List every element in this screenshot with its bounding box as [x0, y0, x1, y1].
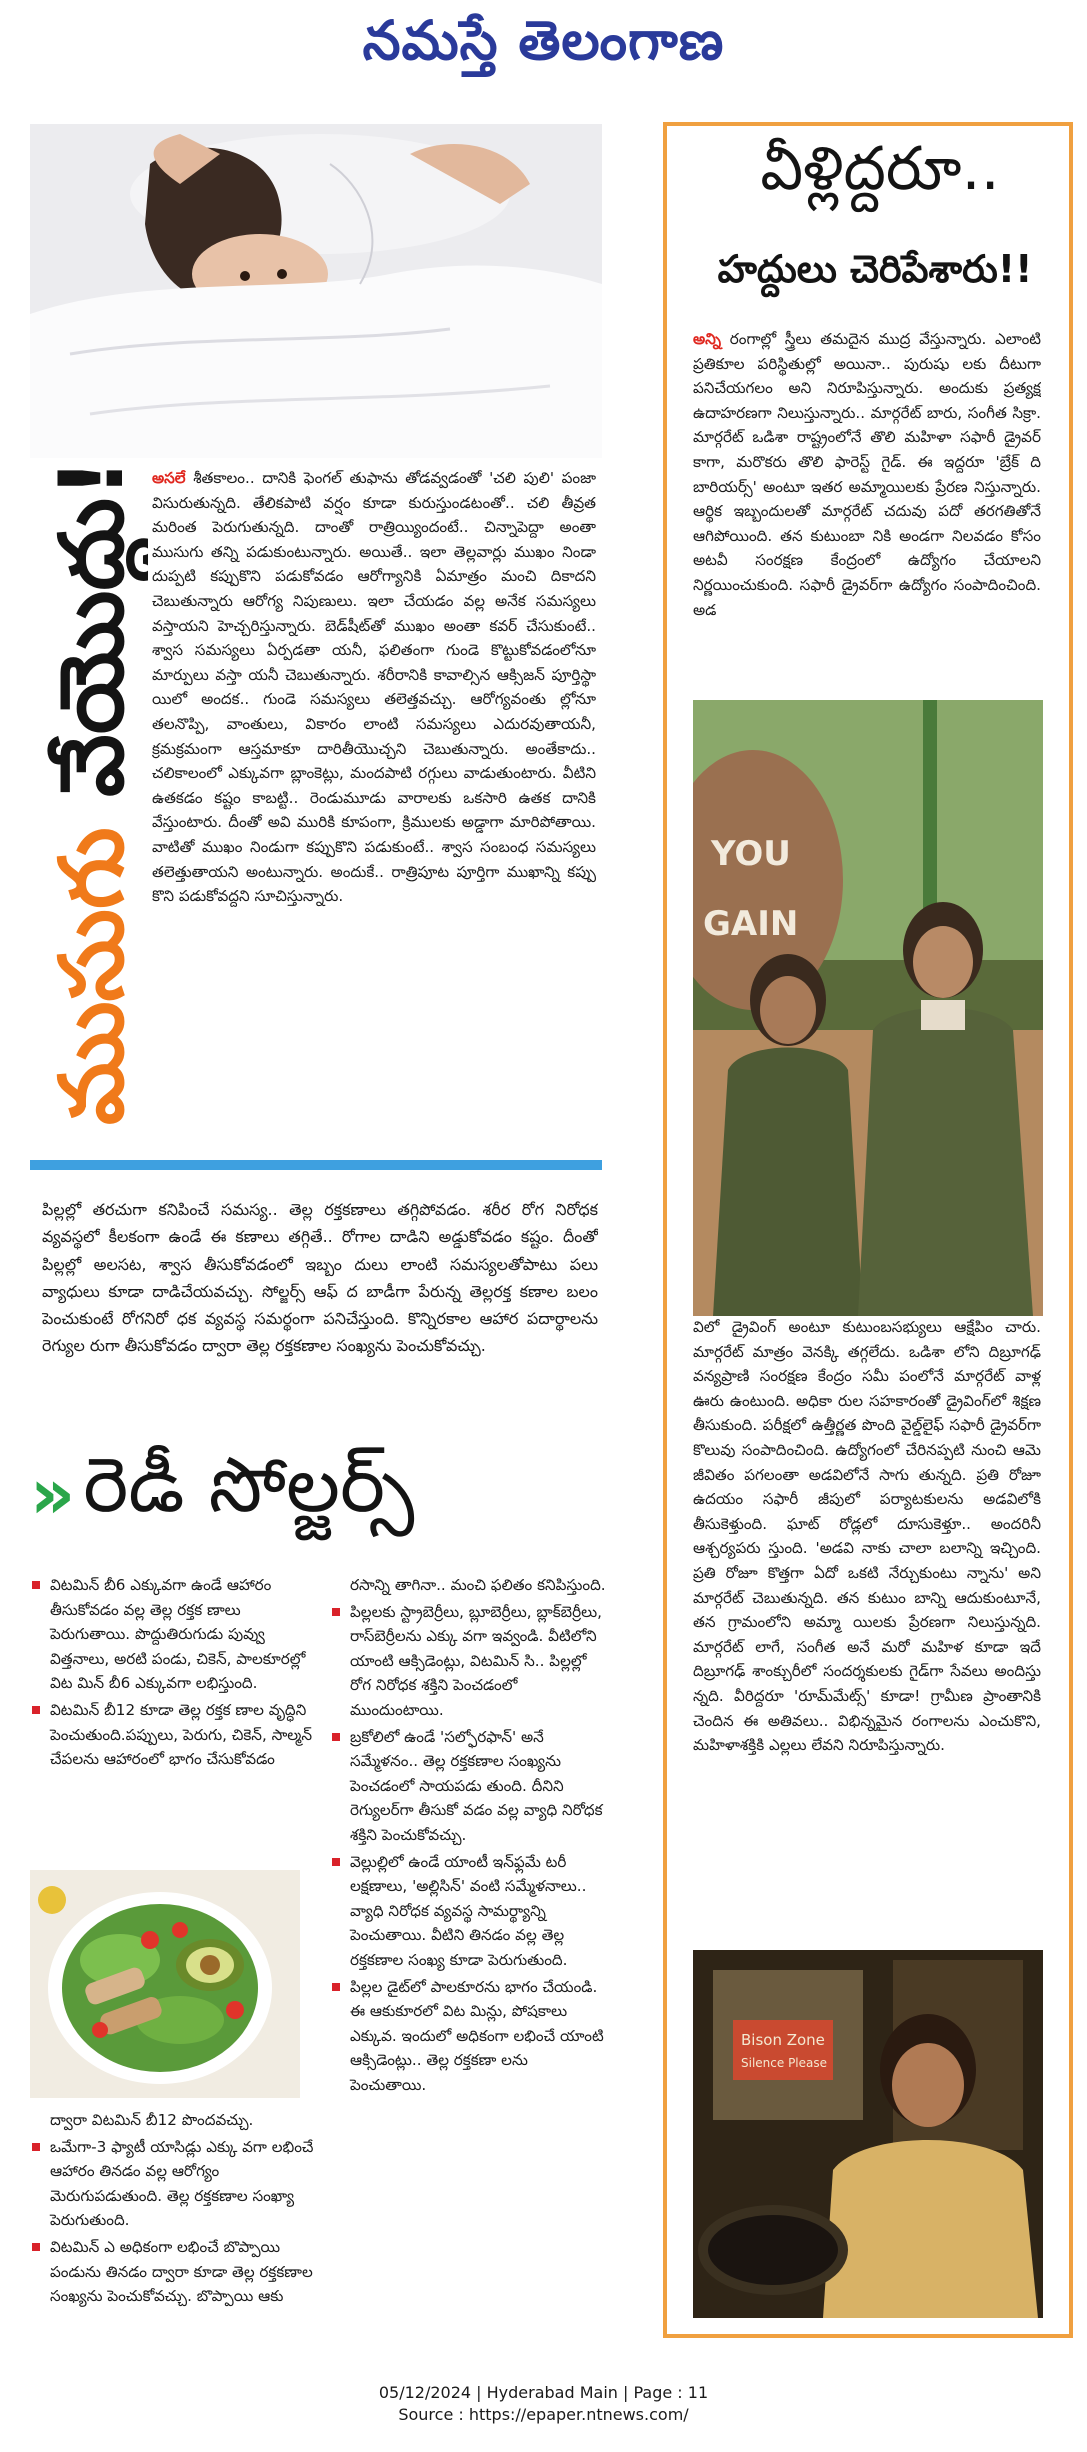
list-item: విటమిన్ బీ12 కూడా తెల్ల రక్తక ణాల వృద్ధిని పెంచుతుంది.పప్పులు, పెరుగు, చికెన్, సాల్మన్ చేపలను ఆహారంలో భాగం చేసుకోవడం: [30, 1698, 316, 1772]
footer-date-edition: 05/12/2024 | Hyderabad Main | Page : 11: [378, 2383, 709, 2402]
list-item: విటమిన్ బీ6 ఎక్కువగా ఉండే ఆహారం తీసుకోవడం వల్ల తెల్ల రక్తక ణాలు పెరుగుతాయి. పొద్దుతిరుగుడు పువ్వు విత్తనాలు, అరటి పండు, చికెన్, పాలకూరల్లో విట మిన్ బీ6 ఎక్కువగా లభిస్తుంది.: [30, 1573, 316, 1696]
masthead: [0, 8, 1087, 78]
right-article-body-1: [693, 327, 1041, 701]
right-article-body-2: విలో డ్రైవింగ్ అంటూ కుటుంబసభ్యులు ఆక్షేపిం చారు. మార్గరేట్ మాత్రం వెనక్కి తగ్గలేదు. ఒడిశా లోని దిబ్రూగఢ్ వన్యప్రాణి సంరక్షణ కేంద్రం సమీ పంలోనే మార్గరేట్ వాళ్ల ఊరు ఉంటుంది. అధికా రుల సహకారంతో డ్రైవింగ్‌లో శిక్షణ తీసుకుంది. పరీక్షలో ఉత్తీర్ణత పొంది వైల్డ్‌లైఫ్ సఫారీ డ్రైవర్‌గా కొలువు సంపాదించింది. ఉద్యోగంలో చేరినప్పటి నుంచి ఆమె జీవితం పగలంతా అడవిలోనే సాగు తున్నది. ప్రతి రోజూ ఉదయం సఫారీ జీపులో పర్యాటకులను అడవిలోకి తీసుకెళ్తుంది. ఘాట్ రోడ్లలో దూసుకెళ్తూ.. అందరినీ ఆశ్చర్యపరు స్తుంది. 'అడవి నాకు చాలా బలాన్ని ఇచ్చింది. ప్రతి రోజూ కొత్తగా ఏదో ఒకటి నేర్చుకుంటు న్నాను' అని మార్గరేట్ చెబుతున్నది. తన కుటుం బాన్ని ఆదుకుంటూనే, తన గ్రామంలోని అమ్మా యిలకు ప్రేరణగా నిలుస్తున్నది. మార్గరేట్ లాగే, సంగీత అనే మరో మహిళ కూడా ఇదే దిబ్రూగఢ్ శాంక్చురీలో సందర్శకులకు గైడ్‌గా సేవలు అందిస్తు న్నది. వీరిద్దరూ 'రూమ్‌మేట్స్' కూడా! గ్రామీణ ప్రాంతానికి చెందిన ఈ అతివలు.. విభిన్నమైన రంగాలను ఎంచుకొని, మహిళాశక్తికి ఎల్లలు లేవని నిరూపిస్తున్నారు.: [693, 1318, 1041, 1755]
list-item-continuation: రసాన్ని తాగినా.. మంచి ఫలితం కనిపిస్తుంది.: [350, 1576, 606, 1594]
salad-illustration: [30, 1870, 300, 2098]
photo2-sign-text-1: YOU: [711, 834, 791, 874]
page-footer: [0, 2382, 1087, 2426]
list-item: పిల్లల డైట్‌లో పాలకూరను భాగం చేయండి. ఈ ఆకుకూరలో విట మిన్లు, పోషకాలు ఎక్కువ. ఇందులో అధికంగా లభించే యాంటి ఆక్సిడెంట్లు.. తెల్ల రక్తకణా లను పెంచుతాయి.: [330, 1975, 606, 2098]
sub-article-heading: [30, 1440, 630, 1540]
footer-source: Source : https://epaper.ntnews.com/: [398, 2405, 689, 2424]
bullet-list-col1-bottom: [30, 2108, 320, 2350]
lead-article-body: [152, 466, 596, 1131]
right-article-title: వీళ్లిద్దరూ..: [760, 134, 1000, 204]
list-item: విటమిన్ ఎ అధికంగా లభించే బొప్పాయి పండును తినడం ద్వారా కూడా తెల్ల రక్తకణాల సంఖ్యను పెంచుకోవచ్చు. బొప్పాయి ఆకు: [30, 2235, 320, 2309]
salad-photo: [30, 1870, 300, 2098]
hero-photo-illustration: [30, 124, 602, 458]
photo3-sign-text-1: Bison Zone: [741, 2031, 825, 2049]
right-dropcap: అన్ని: [693, 330, 721, 348]
vertical-title-part1: ముసుగు: [40, 827, 143, 1125]
photo-two-women-forest: [693, 700, 1043, 1316]
list-item-continuation: ద్వారా విటమిన్ బీ12 పొందవచ్చు.: [50, 2111, 254, 2129]
section-divider: [30, 1160, 602, 1170]
masthead-title: నమస్తే తెలంగాణ: [362, 8, 725, 72]
lead-body-text: శీతకాలం.. దానికి ఫెంగల్ తుఫాను తోడవ్వడంతో 'చలి పులి' పంజా విసురుతున్నది. తేలికపాటి వర్షం కూడా కురుస్తుండటంతో.. చలి తీవ్రత మరింత పెరుగుతున్నది. దాంతో రాత్రియ్యిందంటే.. చిన్నాపెద్దా అంతా ముసుగు తన్ని పడుకుంటున్నారు. అయితే.. ఇలా తెల్లవార్లు ముఖం నిండా దుప్పటి కప్పుకొని పడుకోవడం ఆరోగ్యానికి ఏమాత్రం మంచి దికాదని చెబుతున్నారు ఆరోగ్య నిపుణులు. ఇలా చేయడం వల్ల అనేక సమస్యలు వస్తాయని హెచ్చరిస్తున్నారు. బెడ్‌షీట్‌తో ముఖం అంతా కవర్ చేసుకుంటే.. శ్వాస సమస్యలు ఏర్పడతా యనీ, ఫలితంగా గుండె కొట్టుకోవడంలోనూ మార్పులు వస్తా యనీ చెబుతున్నారు. శరీరానికి కావాల్సిన ఆక్సిజన్ పూర్తిస్థా యిలో అందక.. గుండె సమస్యలు తలెత్తవచ్చు. ఆరోగ్యవంతు ల్లోనూ తలనొప్పి, వాంతులు, వికారం లాంటి సమస్యలు ఎదురవుతాయనీ, క్రమక్రమంగా ఆస్తమాకూ దారితీయొచ్చని చెబుతున్నారు. అంతేకాదు.. చలికాలంలో ఎక్కువగా బ్లాంకెట్లు, మందపాటి రగ్గులు వాడుతుంటారు. వీటిని ఉతకడం కష్టం కాబట్టి.. రెండుమూడు వారాలకు ఒకసారి ఉతక దానికి వేస్తుంటారు. దీంతో అవి మురికి కూపంగా, క్రిములకు అడ్డాగా మారిపోతాయి. వాటితో ముఖం నిండుగా కప్పుకొని పడుకుంటే.. శ్వాస సంబంధ సమస్యలు తలెత్తుతాయని అంటున్నారు. అందుకే.. రాత్రిపూట పూర్తిగా ముఖాన్ని కప్పు కొని పడుకోవద్దని సూచిస్తున్నారు.: [152, 469, 596, 906]
vertical-title: [36, 445, 148, 1125]
chevron-icon: »: [30, 1453, 64, 1535]
list-item: పిల్లలకు స్ట్రాబెర్రీలు, బ్లూబెర్రీలు, బ్లాక్‌బెర్రీలు, రాస్‌బెర్రీలను ఎక్కు వగా ఇవ్వండి. వీటిలోని యాంటి ఆక్సిడెంట్లు, విటమిన్ సి.. పిల్లల్లో రోగ నిరోధక శక్తిని పెంచడంలో ముందుంటాయి.: [330, 1600, 606, 1723]
list-item: వెల్లుల్లిలో ఉండే యాంటీ ఇన్‌ఫ్లమే టరీ లక్షణాలు, 'అల్లిసిన్' వంటి సమ్మేళనాలు.. వ్యాధి నిరోధక వ్యవస్థ సామర్థ్యాన్ని పెంచుతాయి. వీటిని తినడం వల్ల తెల్ల రక్తకణాల సంఖ్య కూడా పెరుగుతుంది.: [330, 1850, 606, 1973]
bullet-list-col2: [330, 1573, 606, 2353]
right-article-frame-edge: [1069, 122, 1073, 2338]
photo-woman-driving-jeep: [693, 1950, 1043, 2318]
list-item: ఒమేగా-3 ఫ్యాటీ యాసిడ్లు ఎక్కు వగా లభించే ఆహారం తినడం వల్ల ఆరోగ్యం మెరుగుపడుతుంది. తెల్ల రక్తకణాల సంఖ్యా పెరుగుతుంది.: [30, 2135, 320, 2233]
vertical-title-text: [36, 445, 148, 1125]
vertical-title-part2: వేయొద్దు!: [40, 457, 143, 828]
right-article-subtitle: హద్దులు చెరిపేశారు!!: [717, 247, 1033, 291]
photo3-sign-text-2: Silence Please: [741, 2056, 828, 2070]
photo-driver-illustration: [693, 1950, 1043, 2318]
list-item: బ్రకోలిలో ఉండే 'సల్ఫోరఫాన్' అనే సమ్మేళనం.. తెల్ల రక్తకణాల సంఖ్యను పెంచడంలో సాయపడు తుంది. దీనిని రెగ్యులర్‌గా తీసుకో వడం వల్ల వ్యాధి నిరోధక శక్తిని పెంచుకోవచ్చు.: [330, 1725, 606, 1848]
photo-two-women-illustration: [693, 700, 1043, 1316]
hero-photo-woman-under-blanket: [30, 124, 602, 458]
bullet-list-col1-top: [30, 1573, 316, 1865]
info-box-body: పిల్లల్లో తరచుగా కనిపించే సమస్య.. తెల్ల రక్తకణాలు తగ్గిపోవడం. శరీర రోగ నిరోధక వ్యవస్థలో కీలకంగా ఉండే ఈ కణాలు తగ్గితే.. రోగాల దాడిని అడ్డుకోవడం కష్టం. దీంతో పిల్లల్లో అలసట, శ్వాస తీసుకోవడంలో ఇబ్బం దులు లాంటి సమస్యలతోపాటు పలు వ్యాధులు కూడా దాడిచేయవచ్చు. సోల్జర్స్ ఆఫ్ ద బాడీగా పేరున్న తెల్లరక్త కణాల బలం పెంచుకుంటే రోగనిరో ధక వ్యవస్థ సమర్థంగా పనిచేస్తుంది. కొన్నిరకాల ఆహార పదార్థాలను రెగ్యుల రుగా తీసుకోవడం ద్వారా తెల్ల రక్తకణాల సంఖ్యను పెంచుకోవచ్చు.: [42, 1200, 598, 1356]
photo2-sign-text-2: GAIN: [703, 904, 799, 944]
lead-dropcap: అసలే: [152, 469, 186, 487]
sub-article-title: రెడీ సోల్జర్స్: [83, 1440, 415, 1529]
right-body-text-1: రంగాల్లో స్త్రీలు తమదైన ముద్ర వేస్తున్నారు. ఎలాంటి ప్రతికూల పరిస్థితుల్లో అయినా.. పురుషు లకు దీటుగా పనిచేయగలం అని నిరూపిస్తున్నారు. అందుకు ప్రత్యక్ష ఉదాహరణగా నిలుస్తున్నారు.. మార్గరేట్ బారు, సంగీత సిక్రా. మార్గరేట్ ఒడిశా రాష్ట్రంలోనే తొలి మహిళా సఫారీ డ్రైవర్ కాగా, మరొకరు తొలి ఫారెస్ట్ గైడ్. ఈ ఇద్దరూ 'బ్రేక్ ది బారియర్స్' అంటూ ఇతర అమ్మాయిలకు ప్రేరణ నిస్తున్నారు. ఆర్థిక ఇబ్బందులతో మార్గరేట్ చదువు పదో తరగతితోనే ఆగిపోయింది. తన కుటుంబా నికి అండగా నిలవడం కోసం అటవీ సంరక్షణ కేంద్రంలో ఉద్యోగం చేయాలని నిర్ణయించుకుంది. సఫారీ డ్రైవర్‌గా ఉద్యోగం సంపాదించింది. అడ: [693, 330, 1041, 619]
